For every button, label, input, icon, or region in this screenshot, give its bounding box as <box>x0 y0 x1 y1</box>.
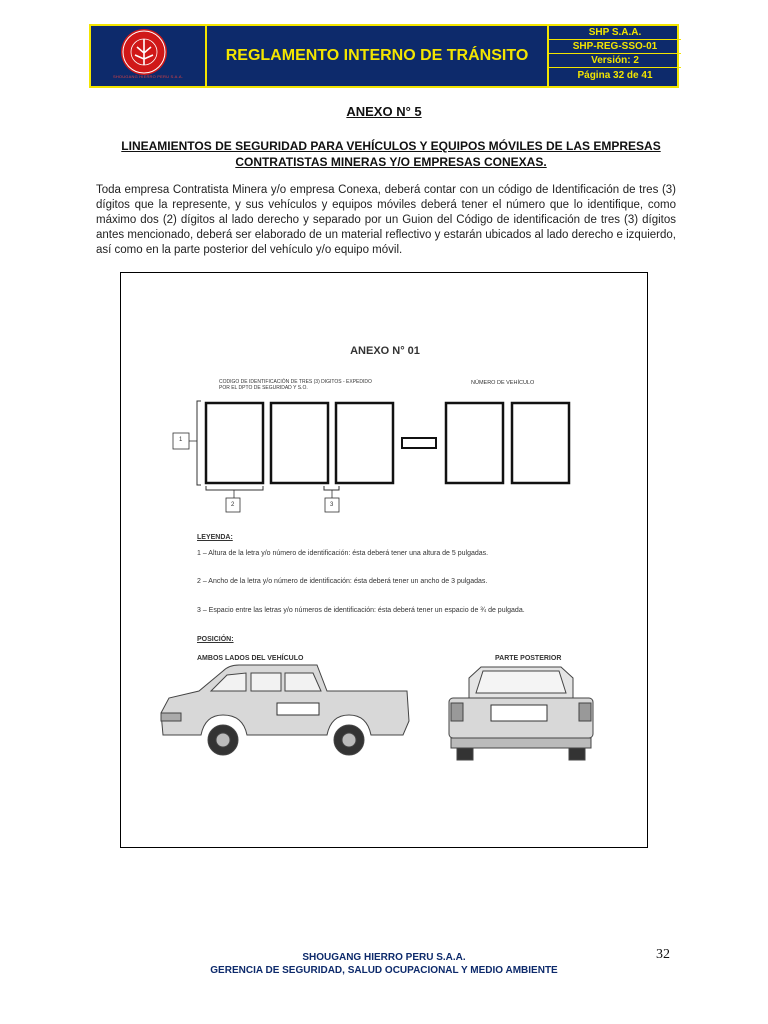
legend-item: 2 – Ancho de la letra y/o número de identificación: ésta deberá tener un ancho de 3 pulgadas. <box>197 578 488 585</box>
code-label: CODIGO DE IDENTIFICACIÓN DE TRES (3) DIGITOS - EXPEDIDO POR EL DPTO DE SEGURIDAD Y S.O. <box>219 379 372 391</box>
rear-label: PARTE POSTERIOR <box>495 655 562 662</box>
side-plate <box>277 703 319 715</box>
legend-item: 3 – Espacio entre las letras y/o números de identificación: ésta deberá tener un espacio de ¾ de pulgada. <box>197 607 525 614</box>
code-digit-box-3 <box>336 403 393 483</box>
logo-caption: SHOUGANG HIERRO PERU S.A.A. <box>112 74 184 79</box>
rear-plate <box>491 705 547 721</box>
annex-heading: ANEXO N° 5 <box>346 104 422 119</box>
footer-department: GERENCIA DE SEGURIDAD, SALUD OCUPACIONAL Y MEDIO AMBIENTE <box>210 965 558 976</box>
separator-dash <box>402 438 436 448</box>
marker-label-3: 3 <box>330 502 334 508</box>
marker-label-2: 2 <box>231 502 235 508</box>
number-digit-box-2 <box>512 403 569 483</box>
page-number: 32 <box>656 947 670 962</box>
truck-rear-illustration <box>449 667 593 760</box>
legend-title: LEYENDA: <box>197 534 233 541</box>
meta-page: Página 32 de 41 <box>577 70 653 81</box>
width-bracket <box>206 486 263 490</box>
company-logo <box>121 29 167 75</box>
code-digit-box-1 <box>206 403 263 483</box>
annex-figure <box>120 272 648 848</box>
position-title: POSICIÓN: <box>197 636 234 643</box>
body-paragraph: Toda empresa Contratista Minera y/o empresa Conexa, deberá contar con un código de Identificación de tres (3) dígitos que la represente, y sus vehículos y equipos móviles deberá tener el número que lo identifique, como máximo dos (2) dígitos al lado derecho y separado por un Guion del Código de identificación de tres (3) dígitos antes mencionado, deberá ser elaborado de un material reflectivo y estarán ubicados al lado derecho e izquierdo, así como en la parte posterior del vehículo y/o equipo móvil. <box>96 184 676 256</box>
spacing-bracket <box>324 486 339 490</box>
meta-code: SHP-REG-SSO-01 <box>549 40 681 54</box>
annex-figure-drawing <box>121 273 649 849</box>
number-digit-box-1 <box>446 403 503 483</box>
document-title: REGLAMENTO INTERNO DE TRÁNSITO <box>225 47 529 64</box>
vehicle-number-label: NÚMERO DE VEHÍCULO <box>471 380 535 386</box>
figure-title: ANEXO N° 01 <box>350 345 420 357</box>
document-header <box>89 24 679 88</box>
document-meta <box>547 26 681 86</box>
logo-emblem-icon <box>121 29 167 75</box>
truck-side-illustration <box>161 665 409 755</box>
meta-company: SHP S.A.A. <box>549 26 681 40</box>
marker-label-1: 1 <box>179 437 183 443</box>
footer-company: SHOUGANG HIERRO PERU S.A.A. <box>302 952 466 963</box>
height-bracket <box>197 401 201 485</box>
legend-item: 1 – Altura de la letra y/o número de identificación: ésta deberá tener una altura de 5 pulgadas. <box>197 550 489 557</box>
logo-cell <box>91 26 207 86</box>
sides-label: AMBOS LADOS DEL VEHÍCULO <box>197 655 304 662</box>
meta-version: Versión: 2 <box>549 54 681 68</box>
code-digit-box-2 <box>271 403 328 483</box>
section-title: LINEAMIENTOS DE SEGURIDAD PARA VEHÍCULOS Y EQUIPOS MÓVILES DE LAS EMPRESAS CONTRATISTAS MINERAS Y/O EMPRESAS CONEXAS. <box>121 139 661 169</box>
